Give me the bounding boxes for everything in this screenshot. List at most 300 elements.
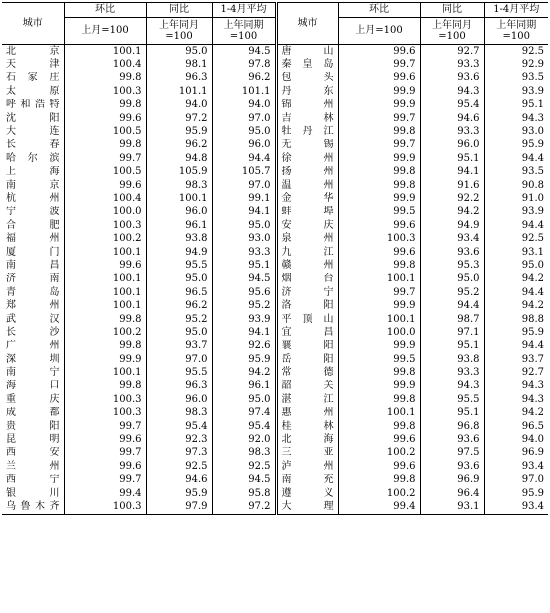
left-yoy-cell: 92.5 xyxy=(146,460,212,473)
table-row xyxy=(2,192,548,205)
left-city-cell: 青岛 xyxy=(6,286,60,298)
left-yoy-cell: 98.1 xyxy=(146,58,212,71)
right-yoy-cell: 95.3 xyxy=(420,259,484,272)
right-city-cell: 三亚 xyxy=(276,447,338,460)
left-yoy-cell: 95.9 xyxy=(146,125,212,138)
table-row xyxy=(2,139,548,152)
table-row xyxy=(2,393,548,406)
right-yoy-cell: 93.1 xyxy=(420,500,484,514)
left-avg-cell: 96.0 xyxy=(212,139,276,152)
table-row xyxy=(2,407,548,420)
left-yoy-cell: 93.8 xyxy=(146,232,212,245)
right-yoy-cell: 93.4 xyxy=(420,232,484,245)
left-mom-cell: 100.2 xyxy=(64,232,146,245)
left-avg-cell: 94.1 xyxy=(212,206,276,219)
right-avg-cell: 92.5 xyxy=(484,232,548,245)
left-yoy-cell: 98.3 xyxy=(146,179,212,192)
left-city-cell: 太原 xyxy=(6,85,60,97)
right-mom-cell: 99.7 xyxy=(338,112,420,125)
left-avg-cell: 92.5 xyxy=(212,460,276,473)
right-mom-cell: 99.4 xyxy=(338,500,420,514)
right-city-cell: 惠州 xyxy=(276,407,338,420)
right-avg-cell: 94.4 xyxy=(484,340,548,353)
left-avg-cell: 95.0 xyxy=(212,219,276,232)
table-row xyxy=(2,125,548,138)
left-avg-cell: 93.0 xyxy=(212,232,276,245)
left-yoy-cell: 95.0 xyxy=(146,326,212,339)
left-yoy-cell: 94.6 xyxy=(146,474,212,487)
left-avg-cell: 98.3 xyxy=(212,447,276,460)
right-city-cell: 吉林 xyxy=(276,112,338,125)
left-mom-cell: 100.5 xyxy=(64,166,146,179)
right-yoy-cell: 92.7 xyxy=(420,45,484,59)
table-row xyxy=(2,433,548,446)
left-city-cell: 西安 xyxy=(6,447,60,459)
header-mom-base-right: 上月=100 xyxy=(338,18,420,45)
right-mom-cell: 99.9 xyxy=(338,192,420,205)
right-mom-cell: 99.8 xyxy=(338,259,420,272)
left-yoy-cell: 96.0 xyxy=(146,206,212,219)
left-city-cell: 杭州 xyxy=(6,192,60,204)
table-row xyxy=(2,273,548,286)
left-avg-cell: 95.0 xyxy=(212,393,276,406)
table-row xyxy=(2,112,548,125)
right-yoy-cell: 96.4 xyxy=(420,487,484,500)
right-mom-cell: 99.9 xyxy=(338,340,420,353)
left-city-cell: 海口 xyxy=(6,380,60,392)
header-avg-left: 1-4月平均 xyxy=(212,3,276,18)
left-mom-cell: 99.8 xyxy=(64,99,146,112)
left-mom-cell: 99.7 xyxy=(64,474,146,487)
header-yoy-right: 同比 xyxy=(420,3,484,18)
left-avg-cell: 94.5 xyxy=(212,45,276,59)
left-mom-cell: 99.6 xyxy=(64,433,146,446)
right-city-cell: 唐山 xyxy=(276,45,338,59)
left-city-cell: 上海 xyxy=(6,166,60,178)
right-avg-cell: 93.7 xyxy=(484,353,548,366)
right-yoy-cell: 94.2 xyxy=(420,206,484,219)
right-avg-cell: 94.2 xyxy=(484,407,548,420)
right-city-cell: 湛江 xyxy=(276,393,338,406)
left-avg-cell: 99.1 xyxy=(212,192,276,205)
header-mom-base-left: 上月=100 xyxy=(64,18,146,45)
table-body xyxy=(2,45,548,515)
right-avg-cell: 93.9 xyxy=(484,206,548,219)
left-city-cell: 深圳 xyxy=(6,353,60,365)
header-avg-base-left: 上年同期=100 xyxy=(212,18,276,45)
left-mom-cell: 100.2 xyxy=(64,326,146,339)
table-row xyxy=(2,380,548,393)
left-city-cell: 乌鲁木齐 xyxy=(2,500,64,514)
left-avg-cell: 101.1 xyxy=(212,85,276,98)
right-yoy-cell: 96.8 xyxy=(420,420,484,433)
right-city-cell: 温州 xyxy=(276,179,338,192)
right-avg-cell: 96.5 xyxy=(484,420,548,433)
right-yoy-cell: 95.5 xyxy=(420,393,484,406)
right-avg-cell: 94.3 xyxy=(484,112,548,125)
right-avg-cell: 94.2 xyxy=(484,299,548,312)
right-mom-cell: 100.1 xyxy=(338,313,420,326)
right-yoy-cell: 97.5 xyxy=(420,447,484,460)
right-yoy-cell: 94.1 xyxy=(420,166,484,179)
left-mom-cell: 99.7 xyxy=(64,420,146,433)
table-row xyxy=(2,45,548,59)
right-yoy-cell: 96.0 xyxy=(420,139,484,152)
left-mom-cell: 99.8 xyxy=(64,313,146,326)
left-mom-cell: 100.3 xyxy=(64,219,146,232)
right-avg-cell: 94.4 xyxy=(484,219,548,232)
right-yoy-cell: 94.3 xyxy=(420,85,484,98)
left-mom-cell: 100.1 xyxy=(64,246,146,259)
right-yoy-cell: 93.6 xyxy=(420,72,484,85)
right-yoy-cell: 96.9 xyxy=(420,474,484,487)
right-mom-cell: 99.8 xyxy=(338,166,420,179)
right-city-cell: 韶关 xyxy=(276,380,338,393)
right-mom-cell: 99.8 xyxy=(338,125,420,138)
right-yoy-cell: 94.9 xyxy=(420,219,484,232)
left-mom-cell: 100.1 xyxy=(64,299,146,312)
right-city-cell: 安庆 xyxy=(276,219,338,232)
left-yoy-cell: 95.5 xyxy=(146,259,212,272)
left-yoy-cell: 95.4 xyxy=(146,420,212,433)
left-avg-cell: 94.4 xyxy=(212,152,276,165)
table-row xyxy=(2,340,548,353)
table-row xyxy=(2,474,548,487)
right-city-cell: 蚌埠 xyxy=(276,206,338,219)
right-mom-cell: 99.7 xyxy=(338,58,420,71)
left-avg-cell: 96.1 xyxy=(212,380,276,393)
left-yoy-cell: 93.7 xyxy=(146,340,212,353)
right-avg-cell: 92.5 xyxy=(484,45,548,59)
right-avg-cell: 93.9 xyxy=(484,85,548,98)
right-avg-cell: 93.1 xyxy=(484,246,548,259)
right-city-cell: 大理 xyxy=(276,500,338,514)
left-mom-cell: 99.8 xyxy=(64,139,146,152)
left-avg-cell: 94.5 xyxy=(212,474,276,487)
right-avg-cell: 92.9 xyxy=(484,58,548,71)
left-yoy-cell: 96.5 xyxy=(146,286,212,299)
left-city-cell: 南宁 xyxy=(6,367,60,379)
left-city-cell: 银川 xyxy=(6,487,60,499)
right-city-cell: 丹东 xyxy=(276,85,338,98)
right-mom-cell: 99.6 xyxy=(338,219,420,232)
right-yoy-cell: 93.8 xyxy=(420,353,484,366)
left-avg-cell: 95.0 xyxy=(212,125,276,138)
right-avg-cell: 92.7 xyxy=(484,366,548,379)
right-mom-cell: 100.2 xyxy=(338,487,420,500)
left-yoy-cell: 97.9 xyxy=(146,500,212,514)
left-city-cell: 宁波 xyxy=(6,206,60,218)
left-city-cell: 大连 xyxy=(6,126,60,138)
right-yoy-cell: 93.6 xyxy=(420,246,484,259)
left-mom-cell: 99.8 xyxy=(64,380,146,393)
left-mom-cell: 100.1 xyxy=(64,273,146,286)
left-yoy-cell: 96.1 xyxy=(146,219,212,232)
header-yoy-base-right: 上年同月=100 xyxy=(420,18,484,45)
left-yoy-cell: 96.3 xyxy=(146,72,212,85)
left-yoy-cell: 96.0 xyxy=(146,393,212,406)
left-city-cell: 天津 xyxy=(6,59,60,71)
table-row xyxy=(2,166,548,179)
left-city-cell: 长春 xyxy=(6,139,60,151)
left-city-cell: 福州 xyxy=(6,233,60,245)
right-avg-cell: 94.3 xyxy=(484,380,548,393)
table-row xyxy=(2,299,548,312)
left-avg-cell: 96.2 xyxy=(212,72,276,85)
right-mom-cell: 100.1 xyxy=(338,273,420,286)
right-avg-cell: 94.2 xyxy=(484,273,548,286)
right-avg-cell: 93.4 xyxy=(484,500,548,514)
header-yoy-base-left: 上年同月=100 xyxy=(146,18,212,45)
left-yoy-cell: 97.2 xyxy=(146,112,212,125)
header-avg-base-right: 上年同期=100 xyxy=(484,18,548,45)
header-city-left: 城市 xyxy=(2,3,64,45)
right-mom-cell: 100.3 xyxy=(338,232,420,245)
left-yoy-cell: 95.2 xyxy=(146,313,212,326)
right-city-cell: 宜昌 xyxy=(276,326,338,339)
table-row xyxy=(2,219,548,232)
right-mom-cell: 99.7 xyxy=(338,139,420,152)
table-row xyxy=(2,72,548,85)
right-avg-cell: 93.0 xyxy=(484,125,548,138)
left-yoy-cell: 97.3 xyxy=(146,447,212,460)
left-city-cell: 成都 xyxy=(6,407,60,419)
left-mom-cell: 99.4 xyxy=(64,487,146,500)
right-city-cell: 常德 xyxy=(276,366,338,379)
left-avg-cell: 95.4 xyxy=(212,420,276,433)
right-yoy-cell: 92.2 xyxy=(420,192,484,205)
right-mom-cell: 99.6 xyxy=(338,45,420,59)
right-avg-cell: 90.8 xyxy=(484,179,548,192)
left-city-cell: 贵阳 xyxy=(6,420,60,432)
right-avg-cell: 98.8 xyxy=(484,313,548,326)
left-mom-cell: 99.6 xyxy=(64,259,146,272)
right-avg-cell: 94.4 xyxy=(484,152,548,165)
right-yoy-cell: 94.6 xyxy=(420,112,484,125)
left-mom-cell: 99.9 xyxy=(64,353,146,366)
left-avg-cell: 97.0 xyxy=(212,112,276,125)
right-avg-cell: 95.9 xyxy=(484,487,548,500)
right-city-cell: 烟台 xyxy=(276,273,338,286)
right-city-cell: 秦皇岛 xyxy=(276,58,338,71)
right-avg-cell: 95.0 xyxy=(484,259,548,272)
left-avg-cell: 92.0 xyxy=(212,433,276,446)
right-mom-cell: 99.9 xyxy=(338,380,420,393)
left-mom-cell: 100.5 xyxy=(64,125,146,138)
table-row xyxy=(2,99,548,112)
left-yoy-cell: 94.8 xyxy=(146,152,212,165)
right-avg-cell: 94.3 xyxy=(484,393,548,406)
left-mom-cell: 99.7 xyxy=(64,447,146,460)
right-city-cell: 锦州 xyxy=(276,99,338,112)
right-mom-cell: 100.1 xyxy=(338,407,420,420)
right-city-cell: 襄阳 xyxy=(276,340,338,353)
right-city-cell: 徐州 xyxy=(276,152,338,165)
left-city-cell: 南京 xyxy=(6,179,60,191)
left-mom-cell: 99.8 xyxy=(64,340,146,353)
right-city-cell: 岳阳 xyxy=(276,353,338,366)
left-avg-cell: 95.6 xyxy=(212,286,276,299)
table-row xyxy=(2,500,548,514)
left-city-cell: 郑州 xyxy=(6,300,60,312)
right-city-cell: 赣州 xyxy=(276,259,338,272)
right-yoy-cell: 95.1 xyxy=(420,340,484,353)
table-row xyxy=(2,179,548,192)
right-mom-cell: 99.9 xyxy=(338,85,420,98)
left-yoy-cell: 96.2 xyxy=(146,139,212,152)
left-avg-cell: 97.2 xyxy=(212,500,276,514)
right-city-cell: 济宁 xyxy=(276,286,338,299)
right-mom-cell: 99.5 xyxy=(338,206,420,219)
table-row xyxy=(2,246,548,259)
left-yoy-cell: 94.0 xyxy=(146,99,212,112)
right-mom-cell: 99.8 xyxy=(338,393,420,406)
left-avg-cell: 95.2 xyxy=(212,299,276,312)
right-yoy-cell: 93.6 xyxy=(420,460,484,473)
right-yoy-cell: 95.1 xyxy=(420,407,484,420)
left-city-cell: 西宁 xyxy=(6,474,60,486)
left-city-cell: 重庆 xyxy=(6,393,60,405)
right-city-cell: 南充 xyxy=(276,474,338,487)
left-avg-cell: 105.7 xyxy=(212,166,276,179)
table-row xyxy=(2,85,548,98)
left-avg-cell: 97.0 xyxy=(212,179,276,192)
right-city-cell: 遵义 xyxy=(276,487,338,500)
header-city-right: 城市 xyxy=(276,3,338,45)
left-city-cell: 昆明 xyxy=(6,434,60,446)
left-yoy-cell: 94.9 xyxy=(146,246,212,259)
left-yoy-cell: 100.1 xyxy=(146,192,212,205)
price-index-table xyxy=(2,2,548,515)
right-yoy-cell: 91.6 xyxy=(420,179,484,192)
left-city-cell: 合肥 xyxy=(6,219,60,231)
right-yoy-cell: 94.4 xyxy=(420,299,484,312)
left-yoy-cell: 105.9 xyxy=(146,166,212,179)
right-mom-cell: 99.8 xyxy=(338,179,420,192)
left-mom-cell: 100.1 xyxy=(64,45,146,59)
right-mom-cell: 99.9 xyxy=(338,152,420,165)
left-mom-cell: 99.6 xyxy=(64,460,146,473)
left-avg-cell: 97.4 xyxy=(212,407,276,420)
right-avg-cell: 95.9 xyxy=(484,139,548,152)
header-mom-left: 环比 xyxy=(64,3,146,18)
right-yoy-cell: 95.2 xyxy=(420,286,484,299)
header-yoy-left: 同比 xyxy=(146,3,212,18)
table-row xyxy=(2,447,548,460)
right-avg-cell: 97.0 xyxy=(484,474,548,487)
right-yoy-cell: 93.6 xyxy=(420,433,484,446)
left-yoy-cell: 95.0 xyxy=(146,45,212,59)
right-mom-cell: 99.8 xyxy=(338,366,420,379)
left-mom-cell: 100.4 xyxy=(64,58,146,71)
left-yoy-cell: 98.3 xyxy=(146,407,212,420)
left-yoy-cell: 92.3 xyxy=(146,433,212,446)
table-row xyxy=(2,259,548,272)
right-city-cell: 北海 xyxy=(276,433,338,446)
left-avg-cell: 94.1 xyxy=(212,326,276,339)
right-mom-cell: 99.7 xyxy=(338,286,420,299)
right-mom-cell: 99.8 xyxy=(338,420,420,433)
right-yoy-cell: 98.7 xyxy=(420,313,484,326)
table-row xyxy=(2,152,548,165)
left-avg-cell: 94.0 xyxy=(212,99,276,112)
left-avg-cell: 94.5 xyxy=(212,273,276,286)
right-city-cell: 平顶山 xyxy=(276,313,338,326)
table-row xyxy=(2,353,548,366)
left-yoy-cell: 96.3 xyxy=(146,380,212,393)
right-city-cell: 泸州 xyxy=(276,460,338,473)
right-avg-cell: 94.0 xyxy=(484,433,548,446)
right-yoy-cell: 94.3 xyxy=(420,380,484,393)
left-avg-cell: 94.2 xyxy=(212,366,276,379)
left-avg-cell: 92.6 xyxy=(212,340,276,353)
right-avg-cell: 93.5 xyxy=(484,166,548,179)
table-row xyxy=(2,286,548,299)
right-avg-cell: 96.9 xyxy=(484,447,548,460)
right-mom-cell: 99.8 xyxy=(338,474,420,487)
header-mom-right: 环比 xyxy=(338,3,420,18)
right-avg-cell: 93.4 xyxy=(484,460,548,473)
left-avg-cell: 95.1 xyxy=(212,259,276,272)
right-mom-cell: 100.2 xyxy=(338,447,420,460)
left-city-cell: 厦门 xyxy=(6,246,60,258)
right-city-cell: 无锡 xyxy=(276,139,338,152)
left-mom-cell: 100.1 xyxy=(64,286,146,299)
right-yoy-cell: 95.1 xyxy=(420,152,484,165)
left-avg-cell: 93.3 xyxy=(212,246,276,259)
left-mom-cell: 100.3 xyxy=(64,393,146,406)
right-mom-cell: 99.6 xyxy=(338,460,420,473)
right-city-cell: 包头 xyxy=(276,72,338,85)
left-mom-cell: 99.6 xyxy=(64,112,146,125)
left-city-cell: 呼和浩特 xyxy=(6,99,60,111)
right-mom-cell: 99.6 xyxy=(338,246,420,259)
table-row xyxy=(2,326,548,339)
left-city-cell: 广州 xyxy=(6,340,60,352)
table-header xyxy=(2,3,548,45)
right-city-cell: 九江 xyxy=(276,246,338,259)
right-city-cell: 扬州 xyxy=(276,166,338,179)
left-mom-cell: 100.3 xyxy=(64,407,146,420)
right-mom-cell: 99.5 xyxy=(338,353,420,366)
left-yoy-cell: 97.0 xyxy=(146,353,212,366)
right-avg-cell: 94.4 xyxy=(484,286,548,299)
left-mom-cell: 100.1 xyxy=(64,366,146,379)
right-avg-cell: 93.5 xyxy=(484,72,548,85)
left-city-cell: 济南 xyxy=(6,273,60,285)
table-row xyxy=(2,58,548,71)
right-city-cell: 洛阳 xyxy=(276,299,338,312)
right-city-cell: 牡丹江 xyxy=(276,125,338,138)
right-city-cell: 泉州 xyxy=(276,232,338,245)
left-mom-cell: 99.7 xyxy=(64,152,146,165)
left-yoy-cell: 95.0 xyxy=(146,273,212,286)
left-city-cell: 哈尔滨 xyxy=(6,152,60,164)
left-avg-cell: 95.8 xyxy=(212,487,276,500)
right-mom-cell: 99.6 xyxy=(338,433,420,446)
left-city-cell: 武汉 xyxy=(6,313,60,325)
left-mom-cell: 100.4 xyxy=(64,192,146,205)
left-yoy-cell: 95.9 xyxy=(146,487,212,500)
right-city-cell: 桂林 xyxy=(276,420,338,433)
table-row xyxy=(2,460,548,473)
left-yoy-cell: 101.1 xyxy=(146,85,212,98)
left-avg-cell: 95.9 xyxy=(212,353,276,366)
right-yoy-cell: 97.1 xyxy=(420,326,484,339)
right-yoy-cell: 93.3 xyxy=(420,58,484,71)
left-yoy-cell: 96.2 xyxy=(146,299,212,312)
left-city-cell: 南昌 xyxy=(6,259,60,271)
